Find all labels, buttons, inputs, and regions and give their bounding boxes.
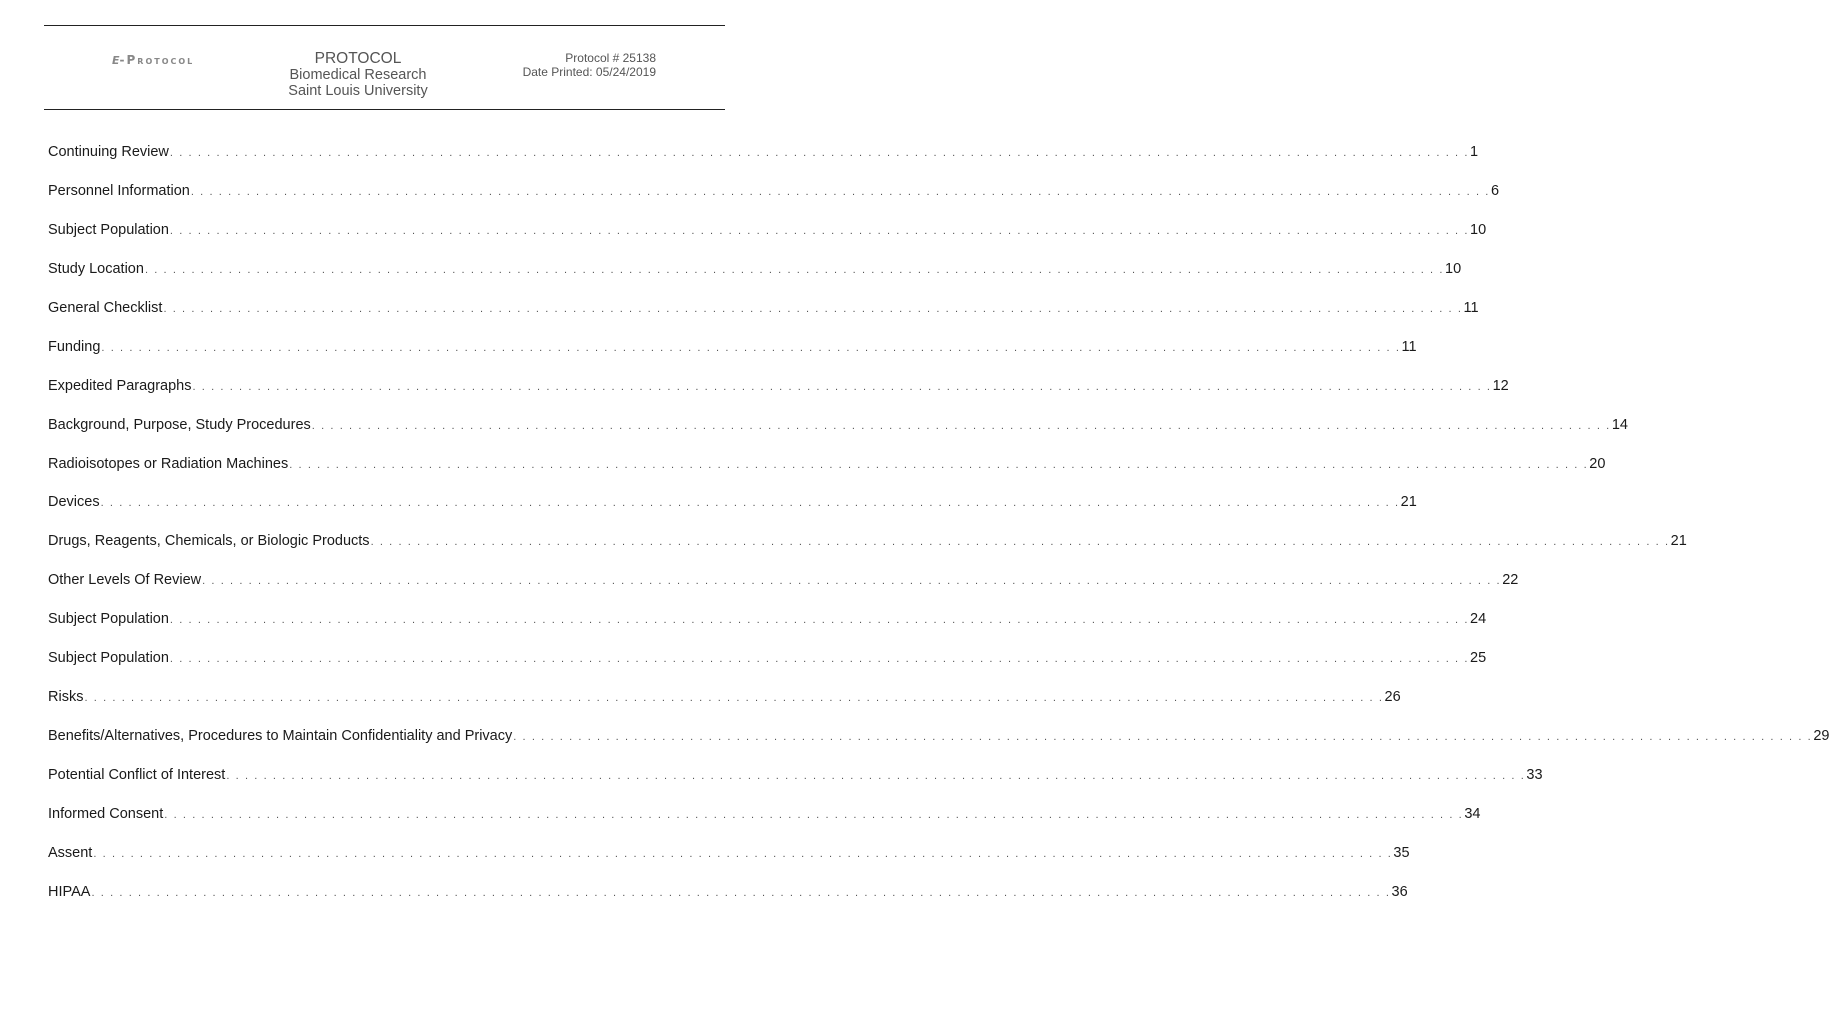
document-heading xyxy=(250,51,466,99)
toc-dot-leader: . . . . . . . . . . . . . . . . . . . . . . . . . . . . . . . . . . . . . . . . . . . . . . . . . . . . . . . . . . . . . . . . . . . . . . . . . . . . . . . . . . . . . . . . . . . . . . . . . . . . . . . . . . . . . . . . . . . . . . . . . . . . . . . . . . . . . . . . . . . . xyxy=(169,614,1469,627)
toc-entry[interactable] xyxy=(48,494,1417,533)
toc-entry[interactable] xyxy=(48,338,1417,378)
toc-entry[interactable] xyxy=(48,689,1401,728)
header-top-rule xyxy=(44,25,725,26)
toc-entry-title: Study Location xyxy=(48,260,144,277)
toc-entry-page: 26 xyxy=(1384,689,1401,706)
toc-dot-leader: . . . . . . . . . . . . . . . . . . . . . . . . . . . . . . . . . . . . . . . . . . . . . . . . . . . . . . . . . . . . . . . . . . . . . . . . . . . . . . . . . . . . . . . . . . . . . . . . . . . . . . . . . . . . . . . . . . . . . . . . . . . . . . . . . . . . . . . . . . . . xyxy=(202,575,1502,588)
toc-entry[interactable] xyxy=(48,377,1509,417)
toc-dot-leader: . . . . . . . . . . . . . . . . . . . . . . . . . . . . . . . . . . . . . . . . . . . . . . . . . . . . . . . . . . . . . . . . . . . . . . . . . . . . . . . . . . . . . . . . . . . . . . . . . . . . . . . . . . . . . . . . . . . . . . . . . . . . . . . . . . . . . . . . . . . . xyxy=(169,147,1469,159)
toc-entry-title: HIPAA xyxy=(48,883,91,900)
toc-entry-title: Personnel Information xyxy=(48,182,190,199)
toc-entry[interactable] xyxy=(48,767,1543,806)
toc-entry-page: 12 xyxy=(1492,377,1509,394)
logo-text: -Protocol xyxy=(119,53,195,67)
toc-entry-page: 29 xyxy=(1813,728,1829,745)
logo-prefix: e xyxy=(112,50,120,68)
toc-entry-title: General Checklist xyxy=(48,299,163,316)
document-subtitle: Biomedical Research xyxy=(289,67,427,83)
toc-entry-title: Benefits/Alternatives, Procedures to Maintain Confidentiality and Privacy xyxy=(48,728,513,745)
toc-dot-leader: . . . . . . . . . . . . . . . . . . . . . . . . . . . . . . . . . . . . . . . . . . . . . . . . . . . . . . . . . . . . . . . . . . . . . . . . . . . . . . . . . . . . . . . . . . . . . . . . . . . . . . . . . . . . . . . . . . . . . . . . . . . . . . . . . . . . . . . . . . . . xyxy=(289,458,1589,471)
toc-entry-title: Risks xyxy=(48,689,84,706)
toc-entry-page: 21 xyxy=(1400,494,1417,511)
toc-entry[interactable] xyxy=(48,416,1628,456)
toc-entry-page: 35 xyxy=(1393,844,1410,861)
toc-dot-leader: . . . . . . . . . . . . . . . . . . . . . . . . . . . . . . . . . . . . . . . . . . . . . . . . . . . . . . . . . . . . . . . . . . . . . . . . . . . . . . . . . . . . . . . . . . . . . . . . . . . . . . . . . . . . . . . . . . . . . . . . . . . . . . . . . . . . . . . . . . . . xyxy=(513,731,1813,744)
date-printed: Date Printed: 05/24/2019 xyxy=(522,65,656,79)
toc-dot-leader: . . . . . . . . . . . . . . . . . . . . . . . . . . . . . . . . . . . . . . . . . . . . . . . . . . . . . . . . . . . . . . . . . . . . . . . . . . . . . . . . . . . . . . . . . . . . . . . . . . . . . . . . . . . . . . . . . . . . . . . . . . . . . . . . . . . . . . . . . . . . xyxy=(192,380,1492,393)
toc-entry-page: 21 xyxy=(1670,533,1687,550)
protocol-number: Protocol # 25138 xyxy=(565,51,656,65)
toc-entry-page: 1 xyxy=(1469,144,1479,160)
toc-entry[interactable] xyxy=(48,650,1487,689)
toc-entry[interactable] xyxy=(48,299,1479,339)
toc-entry-title: Informed Consent xyxy=(48,805,164,822)
toc-dot-leader: . . . . . . . . . . . . . . . . . . . . . . . . . . . . . . . . . . . . . . . . . . . . . . . . . . . . . . . . . . . . . . . . . . . . . . . . . . . . . . . . . . . . . . . . . . . . . . . . . . . . . . . . . . . . . . . . . . . . . . . . . . . . . . . . . . . . . . . . . . . . xyxy=(101,341,1401,354)
toc-dot-leader: . . . . . . . . . . . . . . . . . . . . . . . . . . . . . . . . . . . . . . . . . . . . . . . . . . . . . . . . . . . . . . . . . . . . . . . . . . . . . . . . . . . . . . . . . . . . . . . . . . . . . . . . . . . . . . . . . . . . . . . . . . . . . . . . . . . . . . . . . . . . xyxy=(100,497,1400,510)
toc-entry-title: Assent xyxy=(48,844,93,861)
toc-entry-page: 20 xyxy=(1589,455,1606,472)
toc-entry-page: 24 xyxy=(1470,611,1487,628)
toc-entry[interactable] xyxy=(48,611,1487,650)
toc-entry-page: 11 xyxy=(1463,299,1479,316)
institution-name: Saint Louis University xyxy=(288,83,428,99)
toc-entry[interactable] xyxy=(48,182,1500,222)
toc-entry-page: 25 xyxy=(1470,650,1487,667)
table-of-contents xyxy=(48,144,1829,923)
toc-entry-page: 6 xyxy=(1490,182,1500,199)
toc-dot-leader: . . . . . . . . . . . . . . . . . . . . . . . . . . . . . . . . . . . . . . . . . . . . . . . . . . . . . . . . . . . . . . . . . . . . . . . . . . . . . . . . . . . . . . . . . . . . . . . . . . . . . . . . . . . . . . . . . . . . . . . . . . . . . . . . . . . . . . . . . . . . xyxy=(91,886,1391,899)
toc-entry-title: Expedited Paragraphs xyxy=(48,377,192,394)
toc-entry-title: Subject Population xyxy=(48,611,169,628)
toc-dot-leader: . . . . . . . . . . . . . . . . . . . . . . . . . . . . . . . . . . . . . . . . . . . . . . . . . . . . . . . . . . . . . . . . . . . . . . . . . . . . . . . . . . . . . . . . . . . . . . . . . . . . . . . . . . . . . . . . . . . . . . . . . . . . . . . . . . . . . . . . . . . . xyxy=(190,185,1490,198)
toc-entry[interactable] xyxy=(48,260,1462,300)
toc-entry-page: 36 xyxy=(1391,883,1408,900)
toc-entry-page: 22 xyxy=(1502,572,1519,589)
toc-dot-leader: . . . . . . . . . . . . . . . . . . . . . . . . . . . . . . . . . . . . . . . . . . . . . . . . . . . . . . . . . . . . . . . . . . . . . . . . . . . . . . . . . . . . . . . . . . . . . . . . . . . . . . . . . . . . . . . . . . . . . . . . . . . . . . . . . . . . . . . . . . . . xyxy=(163,302,1463,315)
toc-entry-page: 33 xyxy=(1526,767,1543,783)
header-bottom-rule xyxy=(44,109,725,110)
toc-entry-title: Other Levels Of Review xyxy=(48,572,202,589)
toc-dot-leader: . . . . . . . . . . . . . . . . . . . . . . . . . . . . . . . . . . . . . . . . . . . . . . . . . . . . . . . . . . . . . . . . . . . . . . . . . . . . . . . . . . . . . . . . . . . . . . . . . . . . . . . . . . . . . . . . . . . . . . . . . . . . . . . . . . . . . . . . . . . . xyxy=(311,419,1611,432)
toc-entry-title: Subject Population xyxy=(48,221,169,238)
toc-entry[interactable] xyxy=(48,455,1606,495)
toc-dot-leader: . . . . . . . . . . . . . . . . . . . . . . . . . . . . . . . . . . . . . . . . . . . . . . . . . . . . . . . . . . . . . . . . . . . . . . . . . . . . . . . . . . . . . . . . . . . . . . . . . . . . . . . . . . . . . . . . . . . . . . . . . . . . . . . . . . . . . . . . . . . . xyxy=(226,770,1526,782)
toc-entry-title: Continuing Review xyxy=(48,144,169,160)
document-title: PROTOCOL xyxy=(314,50,402,67)
toc-entry[interactable] xyxy=(48,728,1829,767)
toc-entry[interactable] xyxy=(48,221,1487,261)
toc-entry-page: 10 xyxy=(1470,221,1487,238)
toc-dot-leader: . . . . . . . . . . . . . . . . . . . . . . . . . . . . . . . . . . . . . . . . . . . . . . . . . . . . . . . . . . . . . . . . . . . . . . . . . . . . . . . . . . . . . . . . . . . . . . . . . . . . . . . . . . . . . . . . . . . . . . . . . . . . . . . . . . . . . . . . . . . . xyxy=(93,847,1393,860)
toc-dot-leader: . . . . . . . . . . . . . . . . . . . . . . . . . . . . . . . . . . . . . . . . . . . . . . . . . . . . . . . . . . . . . . . . . . . . . . . . . . . . . . . . . . . . . . . . . . . . . . . . . . . . . . . . . . . . . . . . . . . . . . . . . . . . . . . . . . . . . . . . . . . . xyxy=(164,808,1464,821)
toc-entry[interactable] xyxy=(48,144,1479,183)
toc-dot-leader: . . . . . . . . . . . . . . . . . . . . . . . . . . . . . . . . . . . . . . . . . . . . . . . . . . . . . . . . . . . . . . . . . . . . . . . . . . . . . . . . . . . . . . . . . . . . . . . . . . . . . . . . . . . . . . . . . . . . . . . . . . . . . . . . . . . . . . . . . . . . xyxy=(370,536,1670,549)
toc-entry-title: Background, Purpose, Study Procedures xyxy=(48,416,311,433)
toc-entry-title: Devices xyxy=(48,494,100,511)
toc-dot-leader: . . . . . . . . . . . . . . . . . . . . . . . . . . . . . . . . . . . . . . . . . . . . . . . . . . . . . . . . . . . . . . . . . . . . . . . . . . . . . . . . . . . . . . . . . . . . . . . . . . . . . . . . . . . . . . . . . . . . . . . . . . . . . . . . . . . . . . . . . . . . xyxy=(169,653,1469,666)
toc-dot-leader: . . . . . . . . . . . . . . . . . . . . . . . . . . . . . . . . . . . . . . . . . . . . . . . . . . . . . . . . . . . . . . . . . . . . . . . . . . . . . . . . . . . . . . . . . . . . . . . . . . . . . . . . . . . . . . . . . . . . . . . . . . . . . . . . . . . . . . . . . . . . xyxy=(84,692,1384,705)
toc-entry-title: Drugs, Reagents, Chemicals, or Biologic Products xyxy=(48,533,370,550)
toc-entry[interactable] xyxy=(48,533,1687,572)
toc-entry[interactable] xyxy=(48,805,1481,845)
protocol-info xyxy=(523,51,656,79)
toc-entry-page: 14 xyxy=(1611,416,1628,433)
toc-entry[interactable] xyxy=(48,883,1408,923)
toc-dot-leader: . . . . . . . . . . . . . . . . . . . . . . . . . . . . . . . . . . . . . . . . . . . . . . . . . . . . . . . . . . . . . . . . . . . . . . . . . . . . . . . . . . . . . . . . . . . . . . . . . . . . . . . . . . . . . . . . . . . . . . . . . . . . . . . . . . . . . . . . . . . . xyxy=(144,263,1445,276)
toc-entry-page: 11 xyxy=(1401,338,1417,355)
e-protocol-logo xyxy=(112,50,194,68)
toc-entry-title: Funding xyxy=(48,338,101,355)
toc-dot-leader: . . . . . . . . . . . . . . . . . . . . . . . . . . . . . . . . . . . . . . . . . . . . . . . . . . . . . . . . . . . . . . . . . . . . . . . . . . . . . . . . . . . . . . . . . . . . . . . . . . . . . . . . . . . . . . . . . . . . . . . . . . . . . . . . . . . . . . . . . . . . xyxy=(169,224,1469,237)
toc-entry[interactable] xyxy=(48,844,1410,884)
toc-entry[interactable] xyxy=(48,572,1519,611)
toc-entry-title: Subject Population xyxy=(48,650,169,667)
toc-entry-title: Radioisotopes or Radiation Machines xyxy=(48,455,289,472)
toc-entry-page: 34 xyxy=(1464,805,1481,822)
toc-entry-page: 10 xyxy=(1445,260,1462,277)
toc-entry-title: Potential Conflict of Interest xyxy=(48,767,226,783)
